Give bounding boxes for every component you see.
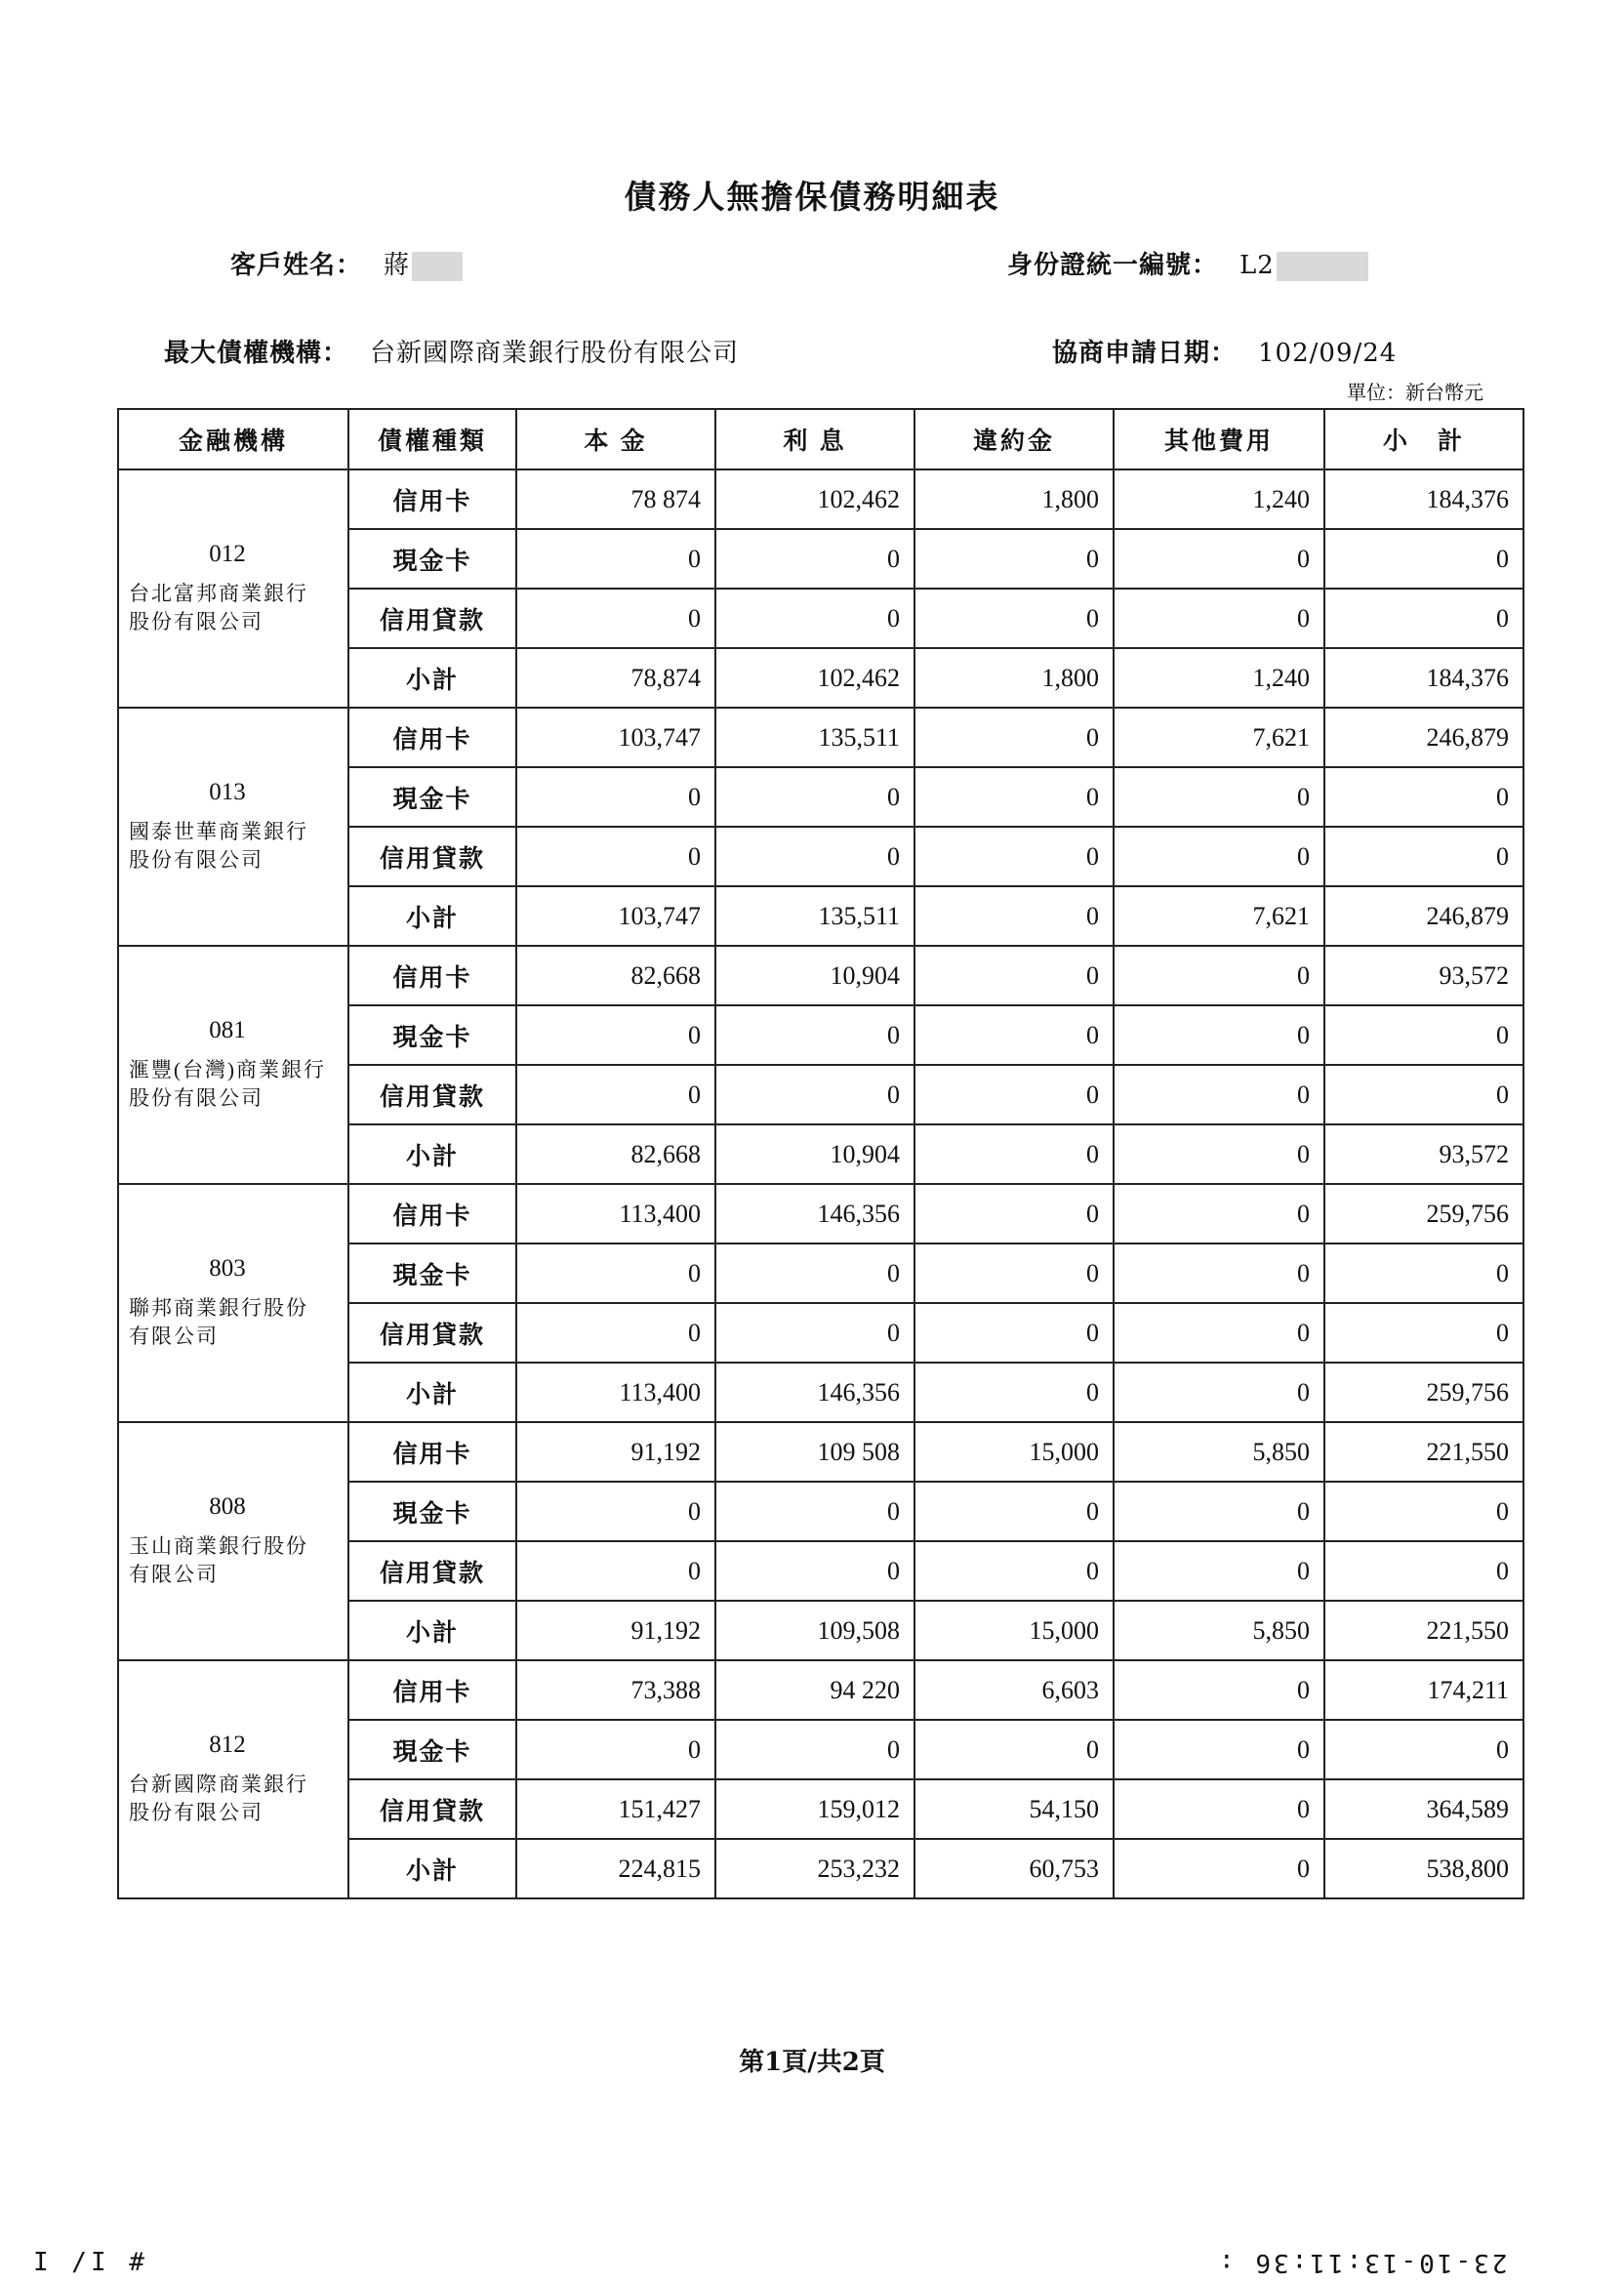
header-interest: 利 息 [715, 409, 914, 469]
amount-cell: 82,668 [516, 946, 715, 1005]
institution-code: 803 [209, 1255, 246, 1282]
amount-cell: 0 [914, 1720, 1114, 1779]
amount-cell: 10,904 [715, 1124, 914, 1184]
amount-cell: 0 [715, 1303, 914, 1363]
claim-type-cell: 小計 [348, 1363, 516, 1422]
amount-cell: 0 [914, 827, 1114, 886]
amount-cell: 0 [914, 589, 1114, 648]
amount-cell: 174,211 [1324, 1660, 1523, 1720]
table-body [118, 469, 1523, 1898]
amount-cell: 0 [1324, 1243, 1523, 1303]
amount-cell: 0 [516, 1243, 715, 1303]
amount-cell: 0 [516, 589, 715, 648]
amount-cell: 0 [1114, 1124, 1324, 1184]
claim-type-cell: 信用貸款 [348, 589, 516, 648]
amount-cell: 78 874 [516, 469, 715, 529]
amount-cell: 146,356 [715, 1184, 914, 1243]
amount-cell: 113,400 [516, 1363, 715, 1422]
amount-cell: 113,400 [516, 1184, 715, 1243]
institution-code: 808 [209, 1493, 246, 1520]
amount-cell: 0 [715, 529, 914, 589]
amount-cell: 224,815 [516, 1839, 715, 1898]
amount-cell: 0 [914, 1065, 1114, 1124]
amount-cell: 0 [914, 1363, 1114, 1422]
amount-cell: 0 [1324, 1720, 1523, 1779]
amount-cell: 0 [516, 1482, 715, 1541]
amount-cell: 0 [1114, 1482, 1324, 1541]
claim-type-cell: 信用貸款 [348, 1779, 516, 1839]
amount-cell: 0 [1324, 827, 1523, 886]
redaction-mask [412, 252, 463, 281]
amount-cell: 0 [1324, 767, 1523, 827]
claim-type-cell: 現金卡 [348, 1005, 516, 1065]
amount-cell: 0 [715, 1243, 914, 1303]
amount-cell: 7,621 [1114, 708, 1324, 767]
max-creditor-row [164, 333, 739, 369]
amount-cell: 0 [516, 1065, 715, 1124]
apply-date-label: 協商申請日期： [1052, 339, 1238, 368]
page-indicator: 第1頁/共2頁 [739, 2048, 885, 2077]
amount-cell: 0 [914, 1303, 1114, 1363]
amount-cell: 54,150 [914, 1779, 1114, 1839]
claim-type-cell: 小計 [348, 1601, 516, 1660]
claim-type-cell: 現金卡 [348, 1720, 516, 1779]
amount-cell: 0 [1114, 589, 1324, 648]
apply-date-row [1052, 333, 1397, 369]
amount-cell: 0 [1114, 1303, 1324, 1363]
amount-cell: 15,000 [914, 1422, 1114, 1482]
debt-detail-table [117, 408, 1524, 1899]
amount-cell: 93,572 [1324, 946, 1523, 1005]
amount-cell: 0 [1114, 767, 1324, 827]
amount-cell: 0 [516, 767, 715, 827]
amount-cell: 159,012 [715, 1779, 914, 1839]
amount-cell: 0 [1324, 529, 1523, 589]
amount-cell: 109 508 [715, 1422, 914, 1482]
amount-cell: 103,747 [516, 708, 715, 767]
amount-cell: 0 [1114, 1005, 1324, 1065]
header-other-fees: 其他費用 [1114, 409, 1324, 469]
amount-cell: 15,000 [914, 1601, 1114, 1660]
amount-cell: 0 [516, 1541, 715, 1601]
document-title: 債務人無擔保債務明細表 [624, 178, 1000, 216]
amount-cell: 0 [1114, 1660, 1324, 1720]
amount-cell: 0 [1114, 1243, 1324, 1303]
amount-cell: 246,879 [1324, 708, 1523, 767]
amount-cell: 7,621 [1114, 886, 1324, 946]
claim-type-cell: 信用卡 [348, 708, 516, 767]
table-row [118, 946, 1523, 1005]
institution-cell [118, 946, 348, 1184]
amount-cell: 0 [715, 1541, 914, 1601]
amount-cell: 109,508 [715, 1601, 914, 1660]
institution-name: 滙豐(台灣)商業銀行股份有限公司 [129, 1058, 326, 1110]
amount-cell: 151,427 [516, 1779, 715, 1839]
amount-cell: 0 [516, 1720, 715, 1779]
amount-cell: 146,356 [715, 1363, 914, 1422]
claim-type-cell: 信用貸款 [348, 827, 516, 886]
customer-name-label: 客戶姓名： [230, 251, 363, 280]
amount-cell: 1,240 [1114, 648, 1324, 708]
table-row [118, 1422, 1523, 1482]
institution-cell [118, 1184, 348, 1422]
institution-name: 聯邦商業銀行股份有限公司 [129, 1296, 308, 1348]
institution-code: 013 [209, 779, 246, 805]
fax-footer-timestamp: 23-10-13:11:36 : [1215, 2248, 1507, 2277]
header-institution: 金融機構 [118, 409, 348, 469]
institution-code: 081 [209, 1017, 246, 1043]
claim-type-cell: 現金卡 [348, 529, 516, 589]
max-creditor-value: 台新國際商業銀行股份有限公司 [370, 339, 740, 368]
amount-cell: 0 [1114, 1363, 1324, 1422]
amount-cell: 538,800 [1324, 1839, 1523, 1898]
claim-type-cell: 信用貸款 [348, 1065, 516, 1124]
amount-cell: 0 [715, 767, 914, 827]
fax-footer-left: I /I # [33, 2248, 148, 2277]
header-claim-type: 債權種類 [348, 409, 516, 469]
amount-cell: 135,511 [715, 886, 914, 946]
institution-cell [118, 469, 348, 708]
customer-name-row [230, 245, 463, 281]
amount-cell: 0 [1114, 1720, 1324, 1779]
amount-cell: 91,192 [516, 1422, 715, 1482]
amount-cell: 0 [1324, 589, 1523, 648]
customer-name-value: 蔣 [384, 251, 411, 280]
amount-cell: 0 [914, 1482, 1114, 1541]
amount-cell: 102,462 [715, 648, 914, 708]
table-row [118, 708, 1523, 767]
header-subtotal: 小 計 [1324, 409, 1523, 469]
amount-cell: 82,668 [516, 1124, 715, 1184]
amount-cell: 0 [1114, 529, 1324, 589]
amount-cell: 94 220 [715, 1660, 914, 1720]
amount-cell: 93,572 [1324, 1124, 1523, 1184]
amount-cell: 184,376 [1324, 648, 1523, 708]
amount-cell: 103,747 [516, 886, 715, 946]
amount-cell: 0 [715, 1005, 914, 1065]
amount-cell: 184,376 [1324, 469, 1523, 529]
claim-type-cell: 小計 [348, 886, 516, 946]
amount-cell: 0 [1114, 1779, 1324, 1839]
amount-cell: 0 [914, 886, 1114, 946]
amount-cell: 0 [715, 1065, 914, 1124]
amount-cell: 78,874 [516, 648, 715, 708]
redaction-mask [1277, 252, 1368, 281]
amount-cell: 0 [715, 589, 914, 648]
amount-cell: 221,550 [1324, 1601, 1523, 1660]
claim-type-cell: 信用卡 [348, 1184, 516, 1243]
id-number-row [1007, 245, 1368, 281]
amount-cell: 10,904 [715, 946, 914, 1005]
header-principal: 本 金 [516, 409, 715, 469]
claim-type-cell: 現金卡 [348, 767, 516, 827]
institution-name: 台新國際商業銀行股份有限公司 [129, 1773, 308, 1824]
claim-type-cell: 信用貸款 [348, 1541, 516, 1601]
amount-cell: 246,879 [1324, 886, 1523, 946]
amount-cell: 91,192 [516, 1601, 715, 1660]
amount-cell: 253,232 [715, 1839, 914, 1898]
institution-name: 國泰世華商業銀行股份有限公司 [129, 820, 308, 872]
amount-cell: 0 [1114, 1065, 1324, 1124]
amount-cell: 102,462 [715, 469, 914, 529]
institution-cell [118, 1422, 348, 1660]
amount-cell: 221,550 [1324, 1422, 1523, 1482]
claim-type-cell: 小計 [348, 1124, 516, 1184]
amount-cell: 1,800 [914, 469, 1114, 529]
amount-cell: 0 [1324, 1541, 1523, 1601]
amount-cell: 259,756 [1324, 1363, 1523, 1422]
amount-cell: 60,753 [914, 1839, 1114, 1898]
amount-cell: 0 [1114, 946, 1324, 1005]
amount-cell: 0 [914, 1541, 1114, 1601]
amount-cell: 1,240 [1114, 469, 1324, 529]
amount-cell: 6,603 [914, 1660, 1114, 1720]
amount-cell: 0 [914, 529, 1114, 589]
claim-type-cell: 信用貸款 [348, 1303, 516, 1363]
amount-cell: 135,511 [715, 708, 914, 767]
claim-type-cell: 信用卡 [348, 1422, 516, 1482]
amount-cell: 0 [715, 827, 914, 886]
claim-type-cell: 信用卡 [348, 946, 516, 1005]
claim-type-cell: 現金卡 [348, 1243, 516, 1303]
amount-cell: 364,589 [1324, 1779, 1523, 1839]
amount-cell: 0 [1324, 1303, 1523, 1363]
amount-cell: 0 [1324, 1065, 1523, 1124]
institution-name: 台北富邦商業銀行股份有限公司 [129, 582, 308, 633]
amount-cell: 0 [715, 1720, 914, 1779]
table-row [118, 1660, 1523, 1720]
amount-cell: 0 [715, 1482, 914, 1541]
amount-cell: 0 [914, 708, 1114, 767]
amount-cell: 0 [1114, 1839, 1324, 1898]
apply-date-value: 102/09/24 [1258, 339, 1398, 368]
amount-cell: 0 [1114, 1184, 1324, 1243]
amount-cell: 5,850 [1114, 1601, 1324, 1660]
amount-cell: 0 [1324, 1005, 1523, 1065]
amount-cell: 0 [914, 1124, 1114, 1184]
amount-cell: 0 [516, 1005, 715, 1065]
amount-cell: 0 [914, 1005, 1114, 1065]
claim-type-cell: 信用卡 [348, 469, 516, 529]
institution-cell [118, 708, 348, 946]
claim-type-cell: 小計 [348, 648, 516, 708]
amount-cell: 0 [914, 767, 1114, 827]
amount-cell: 73,388 [516, 1660, 715, 1720]
amount-cell: 0 [516, 1303, 715, 1363]
claim-type-cell: 信用卡 [348, 1660, 516, 1720]
table-row [118, 1184, 1523, 1243]
amount-cell: 259,756 [1324, 1184, 1523, 1243]
table-row [118, 469, 1523, 529]
header-penalty: 違約金 [914, 409, 1114, 469]
amount-cell: 1,800 [914, 648, 1114, 708]
institution-code: 812 [209, 1732, 246, 1758]
amount-cell: 0 [914, 1243, 1114, 1303]
amount-cell: 0 [914, 1184, 1114, 1243]
amount-cell: 0 [1324, 1482, 1523, 1541]
currency-unit: 單位：新台幣元 [1347, 383, 1483, 404]
id-number-label: 身份證統一編號： [1007, 251, 1219, 280]
institution-cell [118, 1660, 348, 1898]
id-number-value: L2 [1239, 251, 1275, 280]
institution-name: 玉山商業銀行股份有限公司 [129, 1534, 308, 1586]
claim-type-cell: 現金卡 [348, 1482, 516, 1541]
amount-cell: 0 [516, 529, 715, 589]
amount-cell: 0 [914, 946, 1114, 1005]
max-creditor-label: 最大債權機構： [164, 339, 349, 368]
amount-cell: 5,850 [1114, 1422, 1324, 1482]
table-header-row [118, 409, 1523, 469]
amount-cell: 0 [516, 827, 715, 886]
amount-cell: 0 [1114, 1541, 1324, 1601]
claim-type-cell: 小計 [348, 1839, 516, 1898]
institution-code: 012 [209, 541, 246, 567]
amount-cell: 0 [1114, 827, 1324, 886]
